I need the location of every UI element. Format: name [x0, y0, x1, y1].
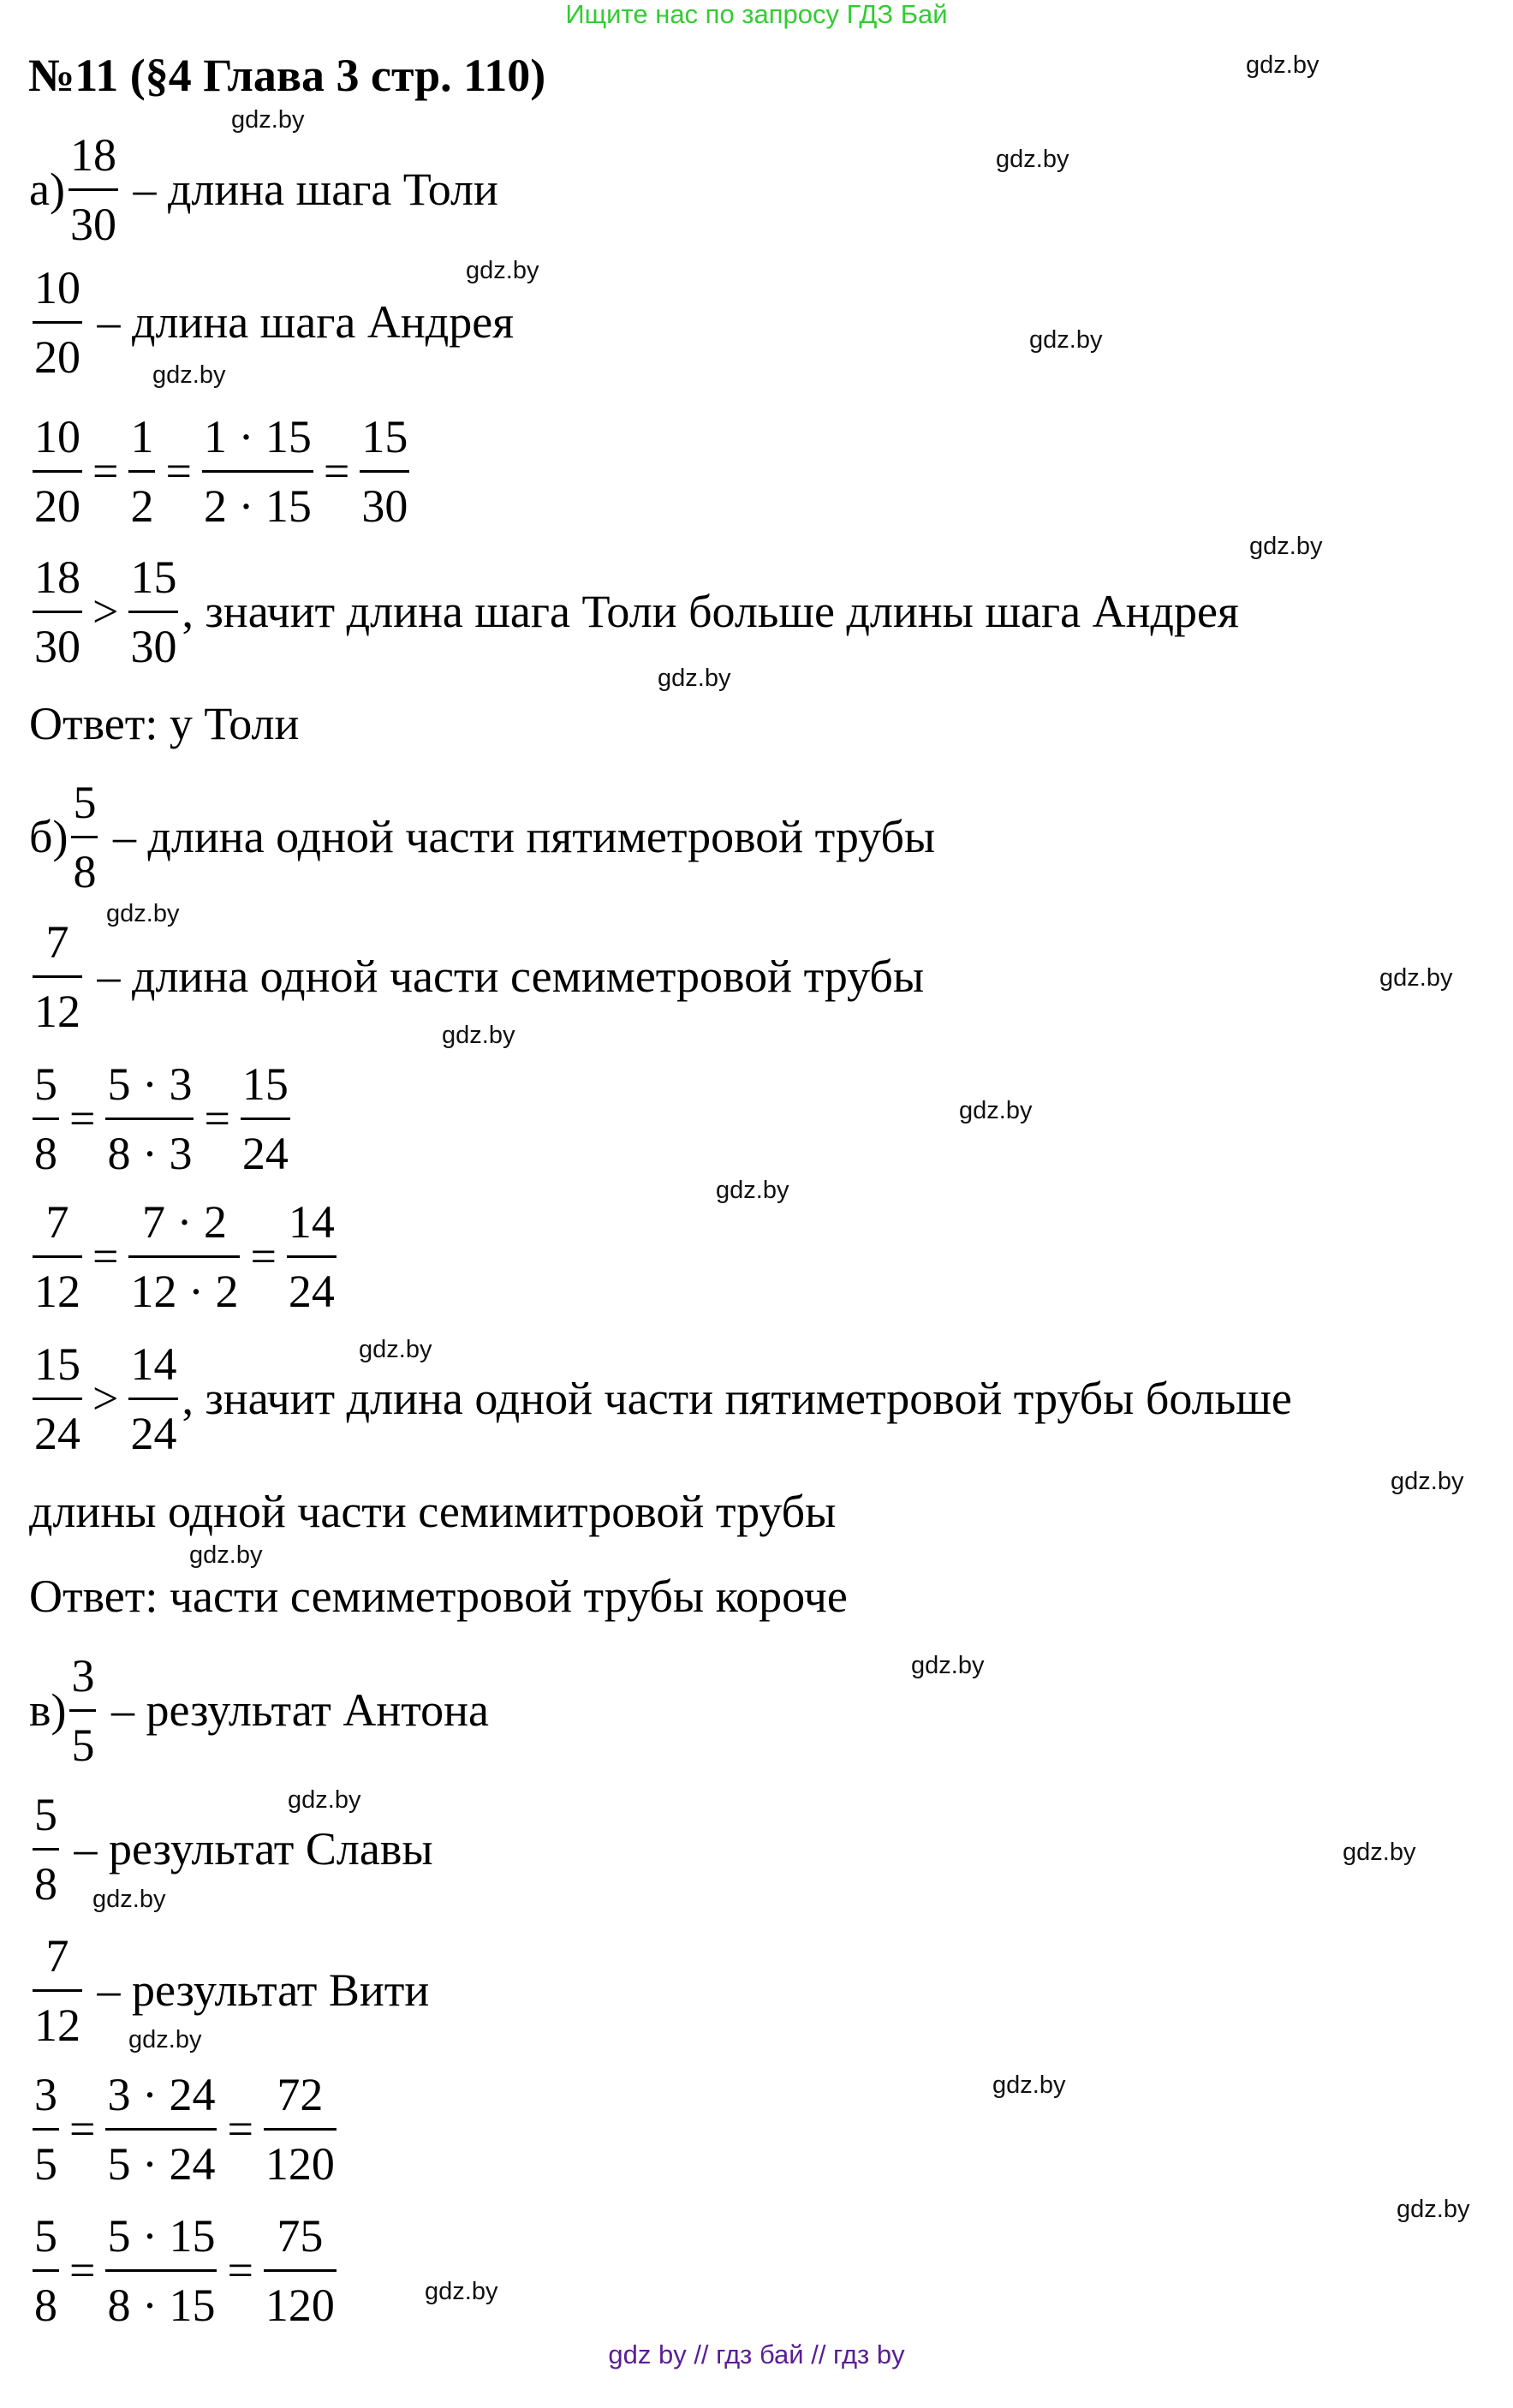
watermark: gdz.by — [231, 106, 305, 134]
numerator: 5 — [34, 1788, 57, 1840]
math-line — [29, 1326, 1292, 1471]
numerator: 15 — [130, 551, 177, 603]
denominator: 2 · 15 — [203, 480, 312, 532]
text-continuation: длины одной части семимитровой трубы — [29, 1486, 837, 1537]
text: – результат Славы — [63, 1823, 433, 1875]
text: б) — [29, 811, 69, 862]
denominator: 24 — [34, 1407, 80, 1459]
watermark: gdz.by — [442, 1022, 515, 1049]
fraction — [128, 403, 155, 539]
denominator: 24 — [130, 1407, 177, 1459]
numerator: 1 · 15 — [203, 410, 312, 462]
numerator: 72 — [277, 2068, 324, 2120]
text: – длина шага Толи — [121, 164, 498, 215]
fraction — [202, 403, 313, 539]
watermark: gdz.by — [658, 665, 731, 692]
fraction — [360, 403, 409, 539]
denominator: 8 — [34, 1857, 57, 1910]
answer-a: Ответ: у Толи — [29, 698, 300, 749]
watermark: gdz.by — [911, 1652, 985, 1679]
operator: = — [165, 445, 192, 497]
denominator: 12 — [34, 1265, 80, 1317]
watermark: gdz.by — [189, 1541, 263, 1569]
numerator: 15 — [361, 410, 408, 462]
fraction — [33, 403, 82, 539]
fraction — [264, 2202, 337, 2339]
fraction — [105, 1051, 194, 1187]
watermark: gdz.by — [1249, 533, 1323, 560]
fraction — [128, 1331, 178, 1467]
footer-links[interactable]: gdz by // гдз бай // гдз by — [608, 2339, 905, 2369]
watermark: gdz.by — [992, 2071, 1066, 2099]
watermark: gdz.by — [1379, 964, 1453, 992]
numerator: 7 — [45, 1929, 69, 1982]
math-line — [29, 398, 413, 544]
numerator: 75 — [277, 2209, 324, 2262]
operator: = — [92, 1231, 119, 1282]
denominator: 24 — [241, 1127, 289, 1179]
math-line — [29, 764, 935, 909]
denominator: 20 — [34, 480, 80, 532]
numerator: 14 — [130, 1338, 177, 1390]
fraction — [128, 1189, 240, 1325]
denominator: 120 — [265, 2137, 335, 2190]
denominator: 24 — [288, 1265, 335, 1317]
denominator: 12 — [34, 1999, 80, 2051]
numerator: 10 — [34, 261, 80, 313]
operator: = — [69, 2244, 96, 2296]
numerator: 15 — [241, 1058, 289, 1110]
text: , значит длина шага Толи больше длины шага Андрея — [182, 586, 1239, 637]
numerator: 7 — [45, 915, 69, 968]
denominator: 8 · 15 — [107, 2279, 216, 2331]
math-line — [29, 1183, 340, 1329]
denominator: 20 — [34, 331, 80, 383]
text: – длина одной части пятиметровой трубы — [101, 811, 936, 862]
text: а) — [29, 164, 65, 215]
operator: = — [69, 1093, 96, 1144]
fraction — [33, 1051, 59, 1187]
denominator: 12 · 2 — [130, 1265, 239, 1317]
watermark: gdz.by — [1246, 51, 1319, 79]
denominator: 30 — [69, 198, 116, 250]
numerator: 5 · 15 — [107, 2209, 216, 2262]
math-line — [29, 2197, 340, 2343]
fraction — [33, 1781, 59, 1917]
watermark: gdz.by — [1343, 1839, 1416, 1866]
numerator: 3 · 24 — [107, 2068, 216, 2120]
text: – длина шага Андрея — [86, 296, 515, 348]
numerator: 5 · 3 — [107, 1058, 193, 1110]
fraction — [105, 2202, 217, 2339]
math-line — [29, 1637, 489, 1783]
operator: > — [92, 586, 119, 637]
numerator: 3 — [71, 1649, 95, 1702]
operator: = — [227, 2244, 253, 2296]
fraction — [33, 909, 82, 1045]
numerator: 15 — [34, 1338, 80, 1390]
fraction — [33, 2061, 59, 2197]
fraction — [71, 769, 98, 905]
text: в) — [29, 1684, 67, 1736]
denominator: 5 · 24 — [107, 2137, 216, 2190]
watermark: gdz.by — [1397, 2196, 1470, 2223]
operator: = — [227, 2103, 253, 2155]
watermark: gdz.by — [152, 361, 226, 389]
operator: = — [250, 1231, 277, 1282]
fraction — [241, 1051, 290, 1187]
math-line — [29, 539, 1239, 684]
denominator: 30 — [34, 620, 80, 672]
denominator: 5 — [71, 1719, 95, 1771]
numerator: 5 — [34, 2209, 57, 2262]
watermark: gdz.by — [959, 1097, 1033, 1124]
fraction — [33, 544, 82, 680]
text: , значит длина одной части пятиметровой трубы больше — [182, 1373, 1292, 1424]
denominator: 120 — [265, 2279, 335, 2331]
fraction — [33, 1922, 82, 2059]
watermark: gdz.by — [996, 146, 1069, 173]
denominator: 30 — [130, 620, 177, 672]
math-line — [29, 1776, 433, 1922]
math-line — [29, 1917, 429, 2063]
page-title: №11 (§4 Глава 3 стр. 110) — [28, 50, 546, 101]
text: – результат Вити — [86, 1964, 430, 2016]
fraction — [33, 1331, 82, 1467]
denominator: 8 · 3 — [107, 1127, 193, 1179]
text: – длина одной части семиметровой трубы — [86, 951, 925, 1002]
numerator: 18 — [69, 128, 116, 181]
math-line — [29, 1046, 294, 1191]
numerator: 7 — [45, 1195, 69, 1248]
text: – результат Антона — [99, 1684, 490, 1736]
denominator: 30 — [361, 480, 408, 532]
numerator: 14 — [288, 1195, 335, 1248]
watermark: gdz.by — [128, 2026, 202, 2053]
watermark: gdz.by — [425, 2278, 498, 2305]
answer-b: Ответ: части семиметровой трубы короче — [29, 1571, 848, 1622]
math-line — [29, 2056, 340, 2202]
numerator: 1 — [130, 410, 154, 462]
watermark: gdz.by — [106, 900, 180, 927]
operator: > — [92, 1373, 119, 1424]
fraction — [33, 1189, 82, 1325]
operator: = — [204, 1093, 230, 1144]
watermark: gdz.by — [1029, 326, 1103, 354]
denominator: 8 — [34, 2279, 57, 2331]
denominator: 5 — [34, 2137, 57, 2190]
operator: = — [69, 2103, 96, 2155]
numerator: 18 — [34, 551, 80, 603]
numerator: 10 — [34, 410, 80, 462]
watermark: gdz.by — [92, 1886, 166, 1913]
fraction — [69, 122, 118, 258]
numerator: 7 · 2 — [141, 1195, 227, 1248]
math-line — [29, 116, 498, 262]
numerator: 5 — [73, 776, 97, 828]
fraction — [69, 1642, 96, 1779]
math-line — [29, 249, 514, 395]
fraction — [33, 2202, 59, 2339]
fraction — [287, 1189, 337, 1325]
numerator: 5 — [34, 1058, 57, 1110]
fraction — [105, 2061, 217, 2197]
watermark: gdz.by — [288, 1786, 361, 1814]
watermark: gdz.by — [359, 1336, 432, 1363]
fraction — [264, 2061, 337, 2197]
fraction — [33, 254, 82, 390]
operator: = — [92, 445, 119, 497]
numerator: 3 — [34, 2068, 57, 2120]
watermark: gdz.by — [1391, 1468, 1464, 1495]
denominator: 8 — [73, 845, 97, 897]
search-banner[interactable]: Ищите нас по запросу ГДЗ Бай — [565, 0, 948, 29]
operator: = — [323, 445, 350, 497]
watermark: gdz.by — [466, 257, 539, 284]
watermark: gdz.by — [716, 1177, 789, 1204]
denominator: 2 — [130, 480, 154, 532]
denominator: 12 — [34, 985, 80, 1037]
denominator: 8 — [34, 1127, 57, 1179]
fraction — [128, 544, 178, 680]
